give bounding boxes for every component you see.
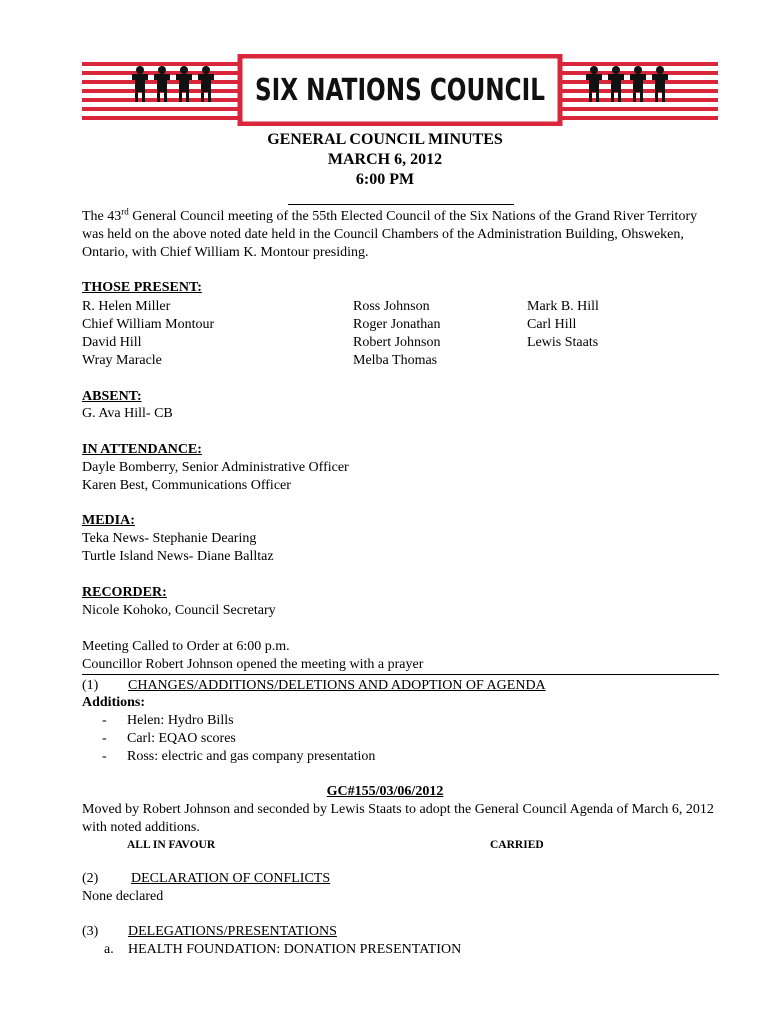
addition-dash: - [102, 731, 107, 746]
opening-prayer: Councillor Robert Johnson opened the meeting with a prayer [82, 657, 424, 672]
present-name: R. Helen Miller [82, 299, 171, 314]
absent-item: G. Ava Hill- CB [82, 406, 173, 421]
item1-title: CHANGES/ADDITIONS/DELETIONS AND ADOPTION OF AGENDA [128, 678, 546, 693]
addition-item: Carl: EQAO scores [127, 731, 236, 746]
absent-heading: ABSENT: [82, 389, 142, 404]
present-name: Roger Jonathan [353, 317, 441, 332]
present-name: Chief William Montour [82, 317, 215, 332]
attendance-heading: IN ATTENDANCE: [82, 442, 202, 457]
recorder-heading: RECORDER: [82, 585, 167, 600]
item2-text: None declared [82, 889, 164, 904]
attendance-item: Karen Best, Communications Officer [82, 478, 291, 493]
recorder-item: Nicole Kohoko, Council Secretary [82, 603, 276, 618]
addition-dash: - [102, 749, 107, 764]
intro-superscript: rd [121, 206, 129, 217]
intro-paragraph [82, 208, 722, 262]
title-underline [288, 204, 514, 205]
present-name: Ross Johnson [353, 299, 430, 314]
media-item: Teka News- Stephanie Dearing [82, 531, 257, 546]
media-item: Turtle Island News- Diane Balltaz [82, 549, 274, 564]
page-title: GENERAL COUNCIL MINUTES [267, 131, 503, 148]
item3-number: (3) [82, 924, 99, 939]
intro-pre: The 43 [82, 209, 122, 224]
item3-sub-text: HEALTH FOUNDATION: DONATION PRESENTATION [128, 942, 462, 957]
additions-label: Additions: [82, 695, 146, 710]
meeting-time: 6:00 PM [355, 171, 415, 188]
present-name: Lewis Staats [527, 335, 599, 350]
attendance-item: Dayle Bomberry, Senior Administrative Officer [82, 460, 349, 475]
motion-text: Moved by Robert Johnson and seconded by Lewis Staats to adopt the General Council Agenda of March 6, 2012 with noted additions. [82, 802, 714, 835]
item2-title: DECLARATION OF CONFLICTS [131, 871, 331, 886]
item1-number: (1) [82, 678, 99, 693]
present-col2 [353, 298, 441, 370]
present-name: Mark B. Hill [527, 299, 599, 314]
present-name: David Hill [82, 335, 142, 350]
present-col1 [82, 298, 214, 370]
call-to-order: Meeting Called to Order at 6:00 p.m. [82, 639, 290, 654]
six-nations-council-logo [82, 54, 718, 126]
item3-sub-label: a. [104, 942, 114, 957]
logo-text: SIX NATIONS COUNCIL [255, 73, 545, 108]
present-col3 [527, 298, 599, 352]
media-heading: MEDIA: [82, 513, 135, 528]
vote-label: ALL IN FAVOUR [127, 839, 216, 851]
item2-number: (2) [82, 871, 99, 886]
section-divider [82, 674, 719, 675]
motion-id: GC#155/03/06/2012 [326, 784, 444, 799]
meeting-date: MARCH 6, 2012 [327, 151, 443, 168]
intro-post: General Council meeting of the 55th Elected Council of the Six Nations of the Grand River Territory was held on the above noted date held in the Council Chambers of the Administration Building, Ohsweken, Ontario, with Chief William K. Montour presiding. [82, 209, 698, 260]
vote-result: CARRIED [490, 839, 544, 851]
present-name: Carl Hill [527, 317, 577, 332]
present-name: Melba Thomas [353, 353, 438, 368]
addition-item: Helen: Hydro Bills [127, 713, 234, 728]
present-heading: THOSE PRESENT: [82, 280, 202, 295]
present-name: Robert Johnson [353, 335, 441, 350]
item3-title: DELEGATIONS/PRESENTATIONS [128, 924, 337, 939]
addition-item: Ross: electric and gas company presentation [127, 749, 376, 764]
addition-dash: - [102, 713, 107, 728]
present-name: Wray Maracle [82, 353, 162, 368]
